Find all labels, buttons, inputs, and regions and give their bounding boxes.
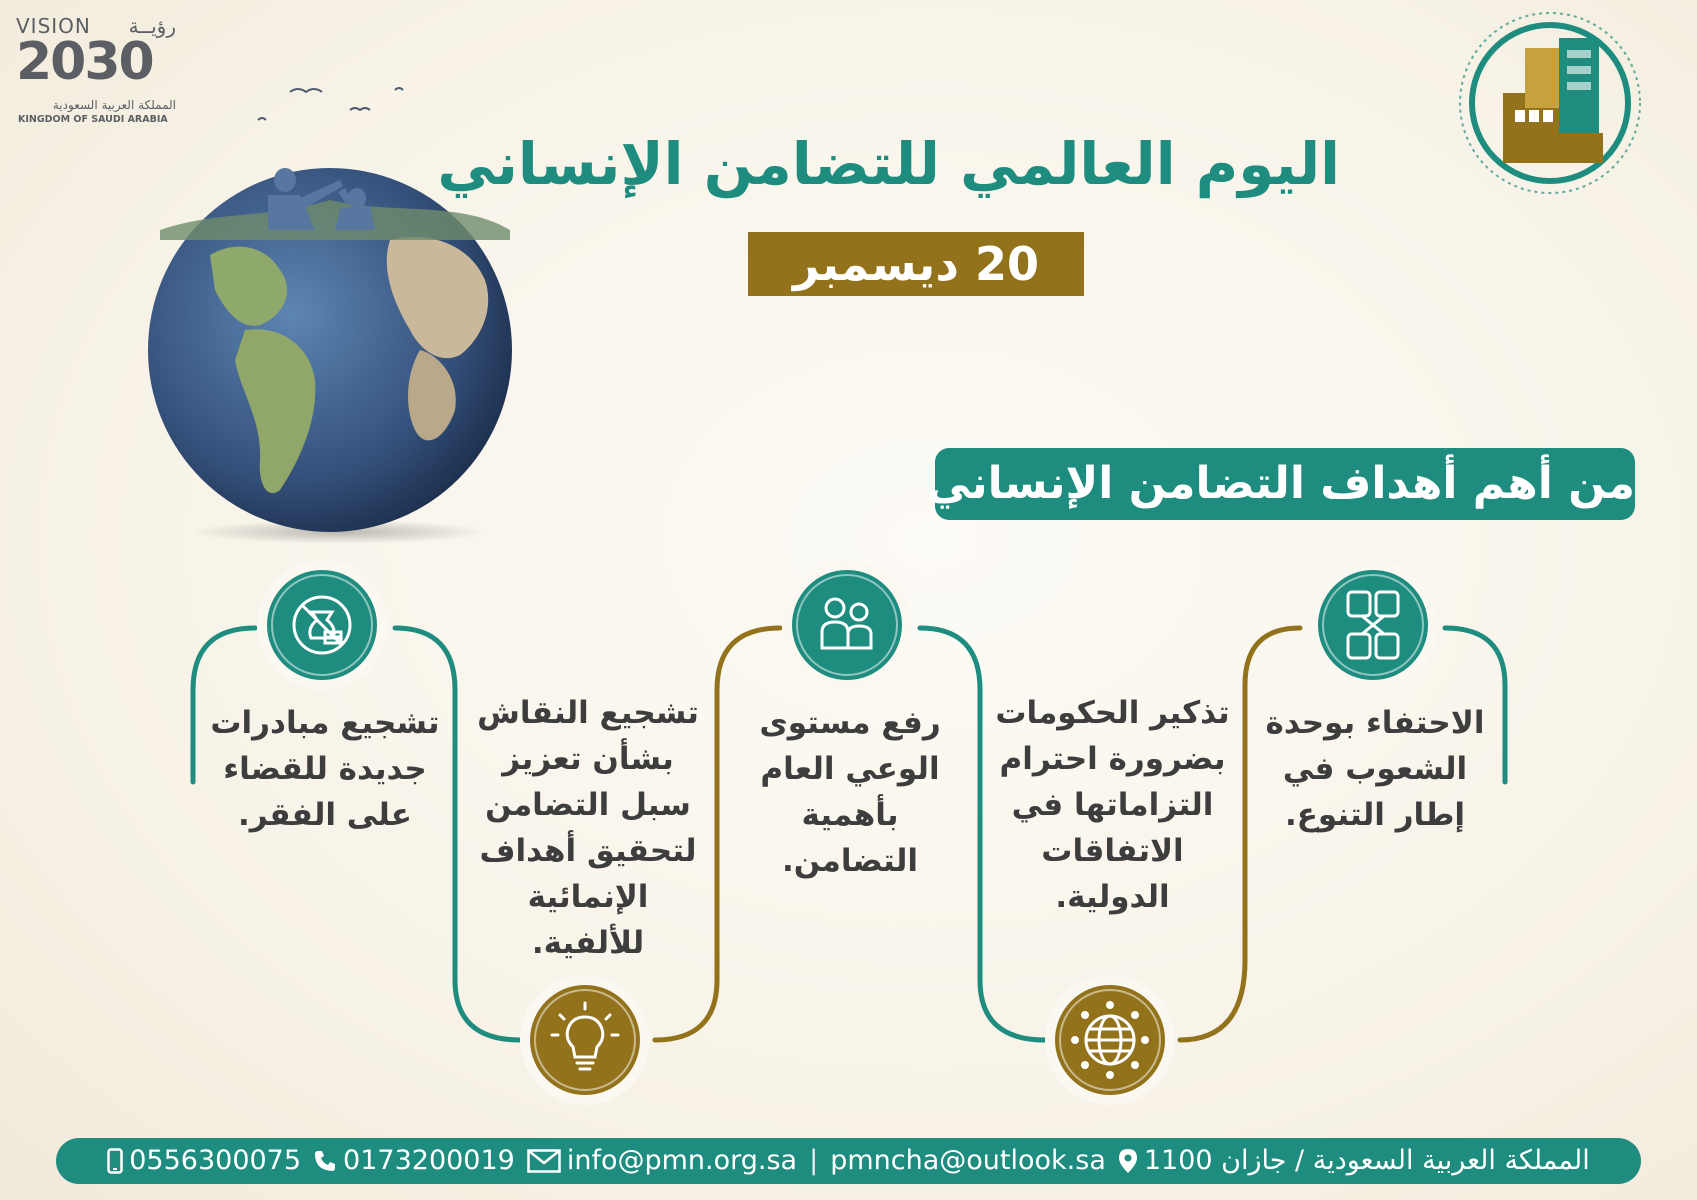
goal-5-icon-ring — [257, 560, 387, 690]
mobile-phone-icon — [107, 1148, 123, 1174]
vision-year: 2030 — [16, 32, 153, 92]
lightbulb-icon — [530, 985, 640, 1095]
ruya-word: رؤيــة — [128, 14, 176, 38]
date-badge: 20 ديسمبر — [748, 232, 1084, 296]
no-poverty-icon — [267, 570, 377, 680]
goal-1-icon-ring — [1308, 560, 1438, 690]
phone-icon — [313, 1149, 337, 1173]
goal-2-icon-ring — [1045, 975, 1175, 1105]
goal-3-text: رفع مستوى الوعي العام بأهمية التضامن. — [759, 705, 941, 879]
org-email: info@pmn.org.sa — [566, 1145, 798, 1176]
goal-5-text: تشجيع مبادرات جديدة للقضاء على الفقر. — [210, 705, 440, 833]
mobile-number: 0556300075 — [129, 1145, 302, 1176]
vision-kingdom-en: KINGDOM OF SAUDI ARABIA — [18, 114, 168, 125]
phone-number: 0173200019 — [343, 1145, 515, 1176]
outlook-email: pmncha@outlook.sa — [830, 1145, 1106, 1176]
vision-word: VISION — [16, 14, 91, 38]
goal-4-text: تشجيع النقاش بشأن تعزيز سبل التضامن لتحقيق أهداف الإنمائية للألفية. — [477, 695, 699, 961]
people-icon — [792, 570, 902, 680]
globe-network-icon — [1055, 985, 1165, 1095]
goal-3-icon-ring — [782, 560, 912, 690]
contact-footer — [56, 1138, 1641, 1184]
joined-hands-icon — [1318, 570, 1428, 680]
mobile-contact[interactable] — [107, 1138, 301, 1184]
footer-separator: | — [809, 1145, 819, 1176]
goal-1-text: الاحتفاء بوحدة الشعوب في إطار التنوع. — [1265, 705, 1485, 833]
org-email-contact[interactable] — [527, 1138, 797, 1184]
phone-contact[interactable] — [313, 1138, 515, 1184]
location-pin-icon — [1118, 1148, 1138, 1174]
outlook-email-contact[interactable] — [830, 1138, 1106, 1184]
goal-2-text: تذكير الحكومات بضرورة احترام التزاماتها في الاتفاقات الدولية. — [995, 695, 1230, 915]
vision-kingdom-ar: المملكة العربية السعودية — [52, 98, 176, 112]
address-contact — [1118, 1138, 1590, 1184]
address-text: المملكة العربية السعودية / جازان 1100 — [1143, 1145, 1590, 1176]
page-title: اليوم العالمي للتضامن الإنساني — [437, 130, 1340, 198]
section-header: من أهم أهداف التضامن الإنساني — [935, 448, 1635, 520]
goal-4-icon-ring — [520, 975, 650, 1105]
envelope-icon — [527, 1149, 561, 1173]
